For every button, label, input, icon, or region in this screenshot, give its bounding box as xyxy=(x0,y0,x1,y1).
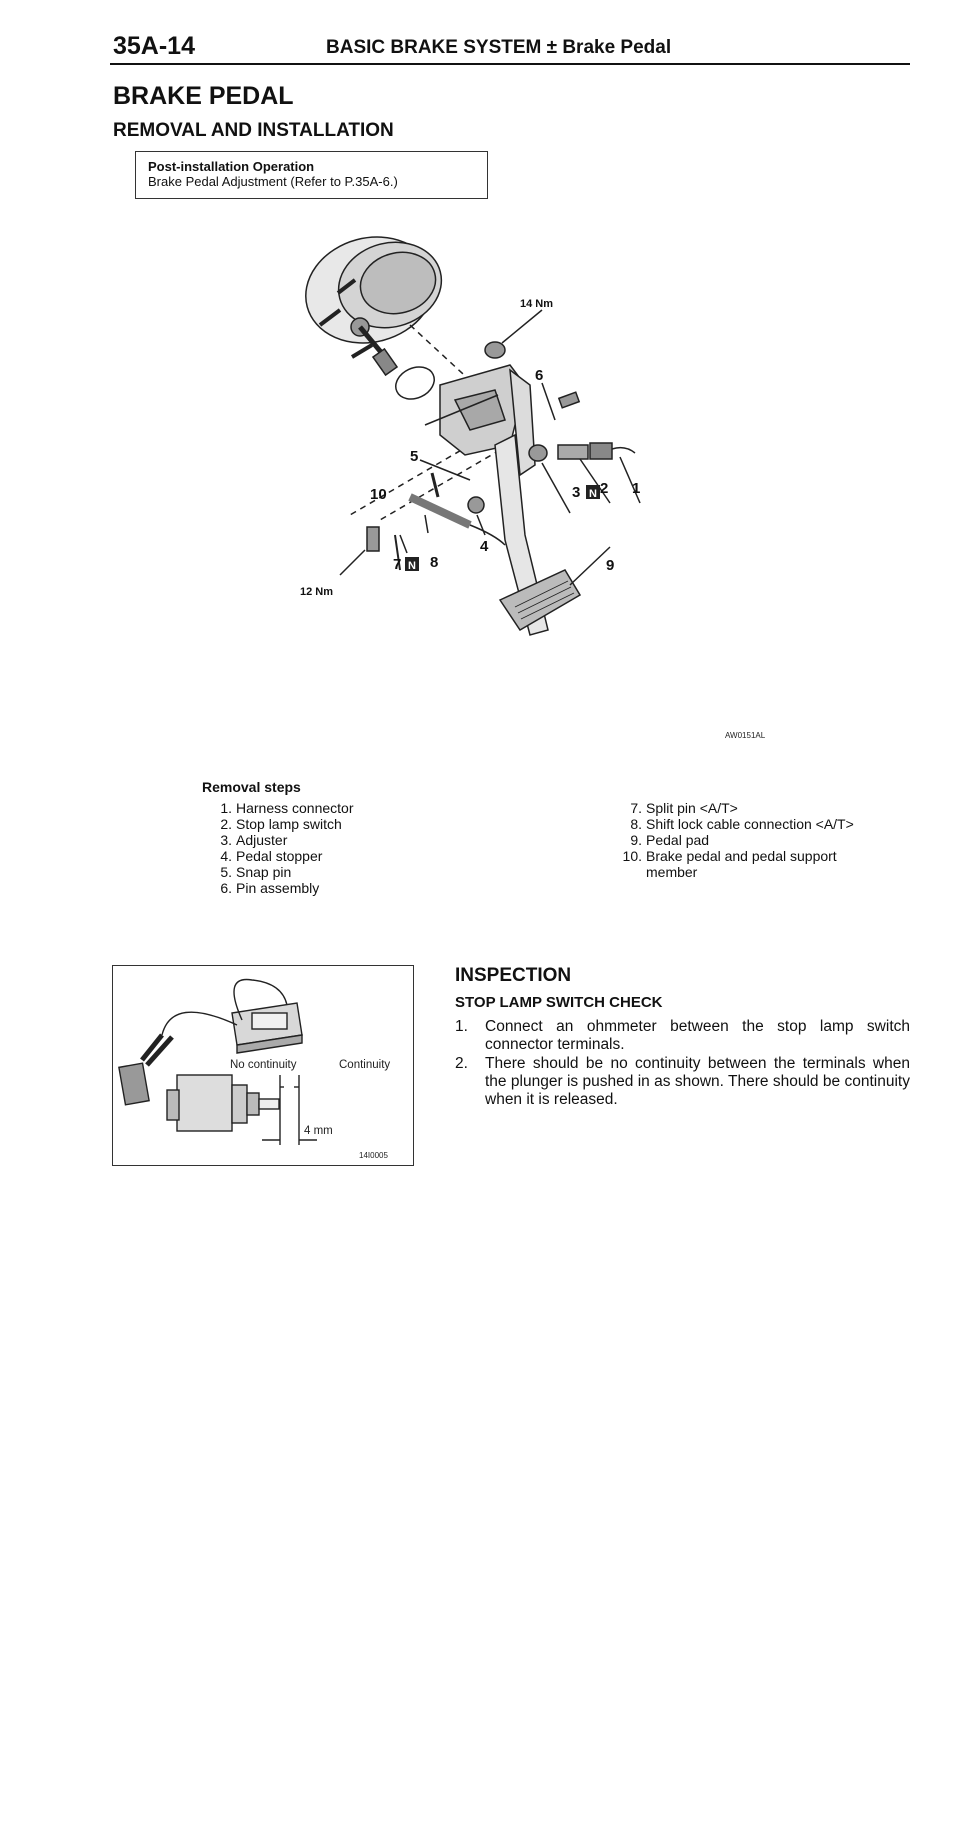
header-title: BASIC BRAKE SYSTEM ± Brake Pedal xyxy=(326,37,672,58)
switch-figure-code: 14I0005 xyxy=(359,1151,388,1160)
list-item: 10. Brake pedal and pedal support xyxy=(622,848,837,864)
badge-n-7 xyxy=(405,557,419,572)
removal-steps-label: Removal steps xyxy=(202,779,301,795)
removal-steps-left xyxy=(202,800,354,896)
callout-3: 3 xyxy=(572,484,581,501)
torque-label-bottom: 12 Nm xyxy=(300,586,334,598)
post-installation-box xyxy=(135,151,488,199)
list-item: 3. Adjuster xyxy=(220,832,288,848)
stop-lamp-switch-diagram xyxy=(112,965,414,1166)
callout-2: 2 xyxy=(600,480,609,497)
list-item: 8. Shift lock cable connection <A/T> xyxy=(630,816,854,832)
inspection-steps xyxy=(455,1018,910,1110)
torque-label-top: 14 Nm xyxy=(520,298,554,310)
callout-9: 9 xyxy=(606,557,615,574)
list-item: 9. Pedal pad xyxy=(630,832,710,848)
callout-8: 8 xyxy=(430,554,439,571)
subsection-title: REMOVAL AND INSTALLATION xyxy=(113,120,394,141)
callout-7: 7 xyxy=(393,556,402,573)
removal-steps-right xyxy=(612,800,854,880)
post-installation-heading: Post-installation Operation xyxy=(148,159,315,174)
post-installation-text: Brake Pedal Adjustment (Refer to P.35A-6.) xyxy=(148,174,398,189)
list-item: 7. Split pin <A/T> xyxy=(630,800,738,816)
section-title: BRAKE PEDAL xyxy=(113,82,294,110)
list-item-continuation: member xyxy=(646,864,698,880)
badge-n-3-text: N xyxy=(589,488,597,500)
badge-n-3 xyxy=(586,485,600,500)
callout-4: 4 xyxy=(480,538,489,555)
header-rule xyxy=(110,63,910,65)
inspection-title: INSPECTION xyxy=(455,965,572,986)
badge-n-7-text: N xyxy=(408,560,416,572)
list-item: 2. There should be no continuity between the terminals when the plunger is pushed in as shown. There should be continuity when it is released. xyxy=(455,1055,910,1108)
check-title: STOP LAMP SWITCH CHECK xyxy=(455,994,663,1011)
label-continuity: Continuity xyxy=(339,1059,391,1071)
page-number: 35A-14 xyxy=(113,32,195,60)
callout-5: 5 xyxy=(410,448,419,465)
list-item: 4. Pedal stopper xyxy=(220,848,323,864)
list-item: 2. Stop lamp switch xyxy=(220,816,342,832)
callout-10: 10 xyxy=(370,486,387,503)
label-dimension: 4 mm xyxy=(304,1125,333,1137)
callout-1: 1 xyxy=(632,480,641,497)
list-item: 6. Pin assembly xyxy=(220,880,320,896)
list-item: 5. Snap pin xyxy=(220,864,292,880)
diagram-figure-code: AW0151AL xyxy=(725,731,766,740)
callout-6: 6 xyxy=(535,367,544,384)
label-no-continuity: No continuity xyxy=(230,1059,297,1071)
list-item: 1. Harness connector xyxy=(220,800,354,816)
list-item: 1. Connect an ohmmeter between the stop lamp switch connector terminals. xyxy=(455,1018,910,1053)
brake-pedal-diagram xyxy=(280,235,770,745)
